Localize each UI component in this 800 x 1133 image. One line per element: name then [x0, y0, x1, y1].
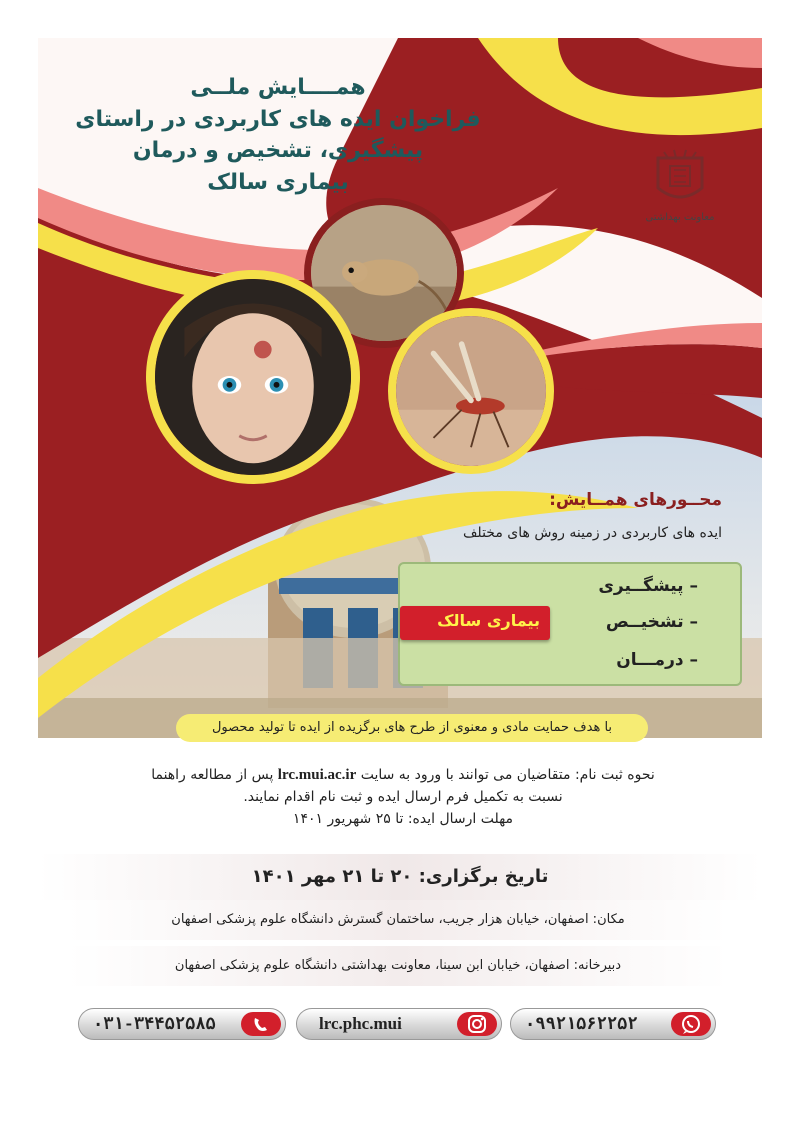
whatsapp-number: ۰۹۹۲۱۵۶۲۲۵۲	[525, 1016, 638, 1035]
health-deputy-logo	[644, 148, 716, 223]
whatsapp-icon	[671, 1012, 711, 1036]
topic-diagnosis: – تشخیــص	[605, 612, 698, 632]
goal-statement: با هدف حمایت مادی و معنوی از طرح های برگزیده از ایده تا تولید محصول	[176, 714, 648, 742]
child-photo	[146, 270, 360, 484]
topic-treatment: – درمـــان	[616, 650, 698, 670]
university-crest-icon	[654, 148, 706, 206]
conference-title	[58, 70, 498, 200]
instagram-contact[interactable]	[296, 1008, 502, 1040]
registration-line-2: نسبت به تکمیل فرم ارسال ایده و ثبت نام اقدام نمایند.	[243, 789, 563, 805]
disease-ribbon	[400, 606, 550, 640]
poster	[38, 38, 762, 1095]
event-location: مکان: اصفهان، خیابان هزار جریب، ساختمان گسترش دانشگاه علوم پزشکی اصفهان	[68, 900, 728, 940]
registration-info	[78, 764, 728, 830]
registration-line-1	[78, 764, 728, 786]
logo-label: معاونت بهداشتی	[645, 212, 715, 223]
registration-site-link[interactable]: lrc.mui.ac.ir	[277, 767, 357, 783]
conference-axes-title: محــورهای همــایش:	[549, 490, 722, 510]
submission-deadline: مهلت ارسال ایده: تا ۲۵ شهریور ۱۴۰۱	[292, 811, 514, 827]
title-line-3: پیشگیری، تشخیص و درمان	[132, 138, 424, 163]
phone-icon	[241, 1012, 281, 1036]
phone-contact[interactable]	[78, 1008, 286, 1040]
topic-prevention: – پیشگــیری	[598, 576, 698, 596]
secretariat-address: دبیرخانه: اصفهان، خیابان ابن سینا، معاونت بهداشتی دانشگاه علوم پزشکی اصفهان	[68, 946, 728, 986]
instagram-icon	[457, 1012, 497, 1036]
event-date: تاریخ برگزاری: ۲۰ تا ۲۱ مهر ۱۴۰۱	[38, 854, 762, 900]
registration-suffix: پس از مطالعه راهنما	[151, 767, 274, 783]
title-line-4: بیماری سالک	[207, 169, 349, 195]
title-line-2: فراخوان ایده های کاربردی در راستای	[75, 106, 481, 132]
phone-number: ۰۳۱-۳۴۴۵۲۵۸۵	[93, 1016, 216, 1035]
ribbon-label: بیماری سالک	[437, 611, 540, 630]
instagram-handle: lrc.phc.mui	[319, 1014, 402, 1033]
title-line-1: همــــایش ملــی	[190, 75, 366, 100]
conference-axes-subtitle: ایده های کاربردی در زمینه روش های مختلف	[462, 525, 722, 541]
whatsapp-contact[interactable]	[510, 1008, 716, 1040]
sandfly-photo	[388, 308, 554, 474]
registration-prefix: نحوه ثبت نام: متقاضیان می توانند با ورود به سایت	[360, 767, 655, 783]
